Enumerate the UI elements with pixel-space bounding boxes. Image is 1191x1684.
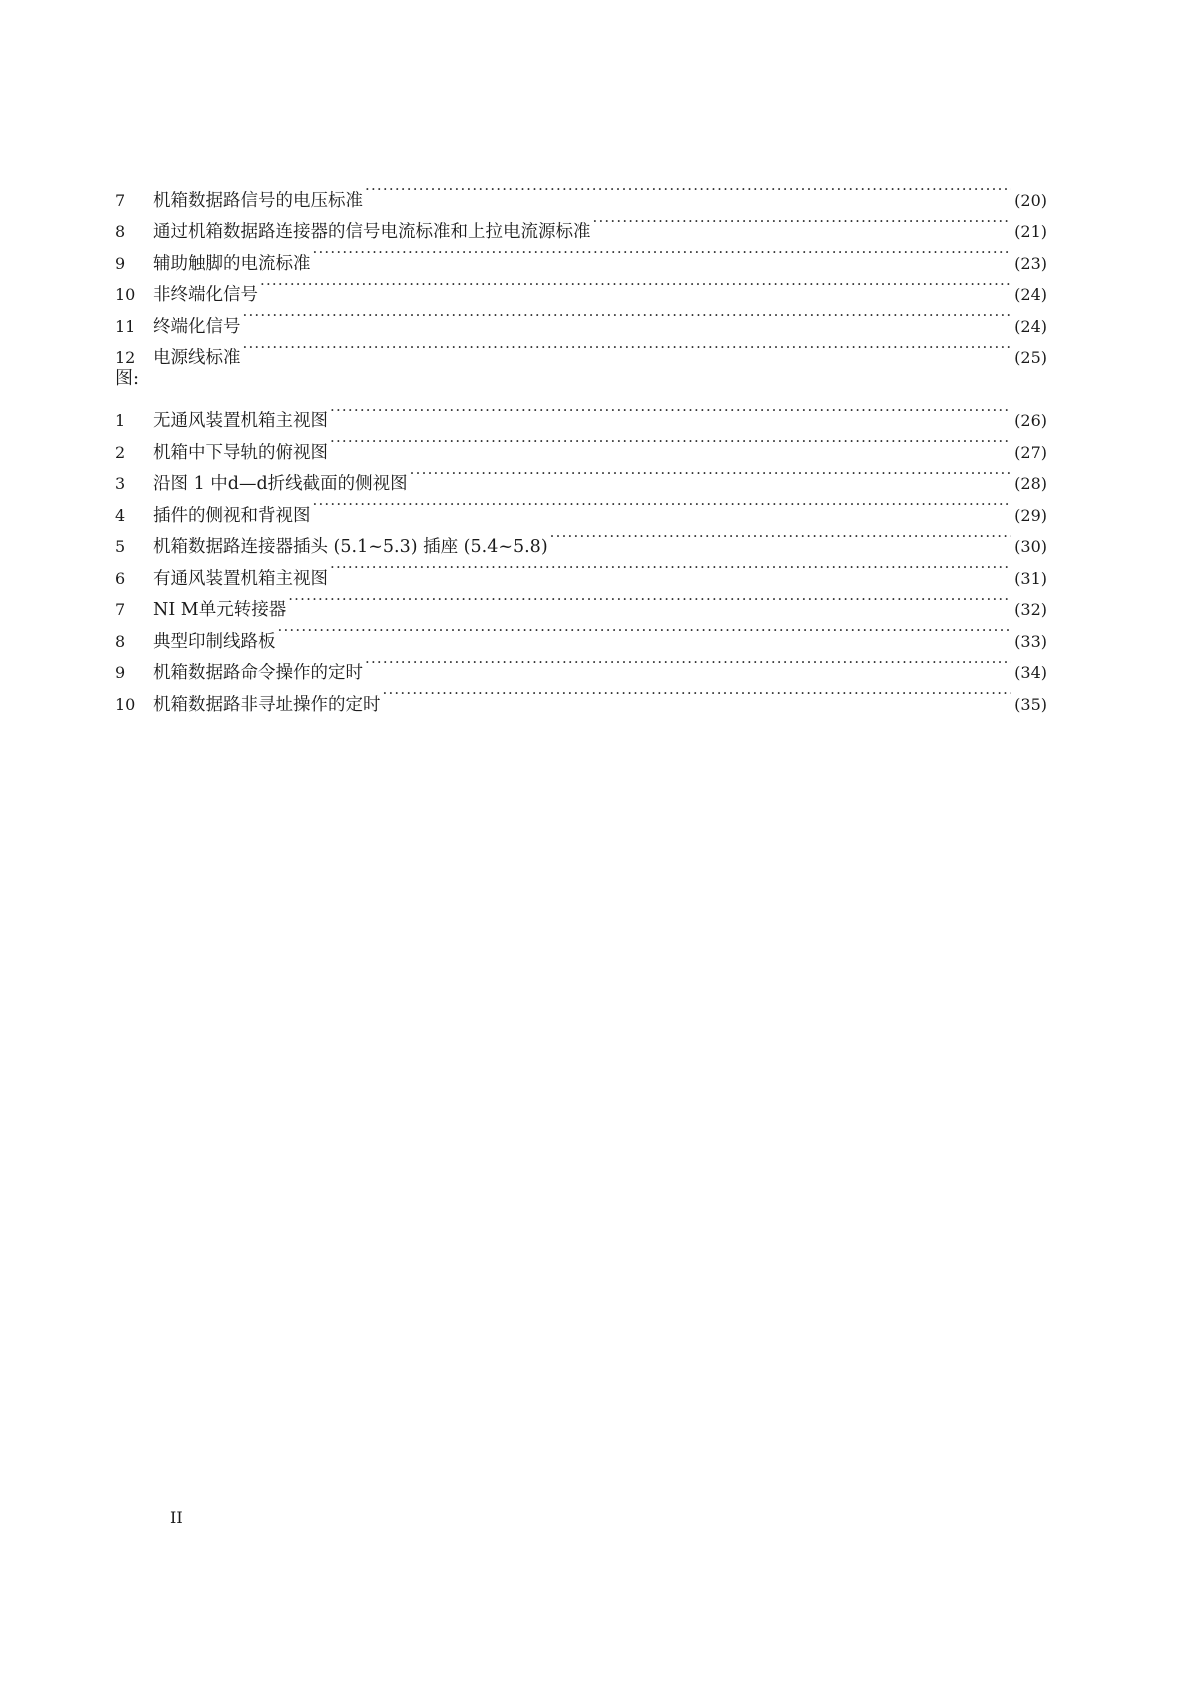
dot-leader — [383, 678, 1012, 710]
toc-entry-table-11[interactable] — [115, 300, 1047, 337]
toc-entry-page: (24) — [1014, 285, 1047, 304]
toc-entry-title: 沿图 1 中d—d折线截面的侧视图 — [153, 474, 408, 494]
toc-entry-title: 非终端化信号 — [153, 285, 258, 305]
toc-entry-page: (31) — [1014, 568, 1047, 588]
toc-entry-title: 辅助触脚的电流标准 — [153, 253, 311, 274]
toc-entry-number: 2 — [115, 442, 126, 462]
toc-entry-page: (25) — [1014, 348, 1047, 367]
toc-entry-table-12[interactable] — [115, 332, 1047, 368]
dot-leader — [593, 206, 1012, 238]
toc-entry-number: 10 — [115, 285, 136, 304]
toc-entry-title: 无通风装置机箱主视图 — [153, 411, 328, 431]
toc-entry-title: 机箱中下导轨的俯视图 — [153, 442, 328, 463]
page-number: II — [170, 1508, 183, 1527]
table-of-contents — [115, 174, 1047, 715]
toc-entry-page: (28) — [1014, 474, 1047, 493]
toc-entry-number: 3 — [115, 474, 126, 493]
toc-entry-number: 8 — [115, 631, 126, 651]
toc-entry-title: 典型印制线路板 — [153, 631, 276, 652]
dot-leader — [330, 426, 1011, 458]
toc-entry-title: 有通风装置机箱主视图 — [153, 568, 328, 589]
figures-section-label: 图: — [115, 368, 140, 389]
toc-entry-number: 12 — [115, 348, 136, 367]
toc-entry-number: 11 — [115, 316, 136, 336]
toc-entry-page: (33) — [1014, 631, 1047, 651]
toc-entry-number: 9 — [115, 253, 126, 273]
dot-leader — [313, 237, 1012, 269]
toc-entry-title: 机箱数据路非寻址操作的定时 — [153, 694, 381, 715]
toc-entry-title: 机箱数据路连接器插头 (5.1~5.3) 插座 (5.4~5.8) — [153, 537, 548, 557]
toc-entry-number: 8 — [115, 222, 126, 241]
dot-leader — [313, 489, 1012, 521]
toc-entry-page: (24) — [1014, 316, 1047, 336]
dot-leader — [330, 395, 1011, 427]
toc-entry-page: (20) — [1014, 190, 1047, 210]
toc-entry-number: 7 — [115, 600, 126, 619]
toc-entry-page: (35) — [1014, 694, 1047, 714]
toc-entry-page: (34) — [1014, 663, 1047, 682]
dot-leader — [365, 174, 1011, 206]
toc-entry-number: 6 — [115, 568, 126, 588]
dot-leader — [365, 647, 1011, 679]
toc-entry-number: 1 — [115, 411, 126, 430]
toc-entry-table-7[interactable] — [115, 174, 1047, 211]
toc-entry-title: 终端化信号 — [153, 316, 241, 337]
toc-entry-page: (29) — [1014, 505, 1047, 525]
toc-entry-title: 机箱数据路命令操作的定时 — [153, 663, 363, 683]
dot-leader — [330, 552, 1011, 584]
toc-entry-title: 插件的侧视和背视图 — [153, 505, 311, 526]
toc-entry-figure-1[interactable] — [115, 395, 1047, 431]
dot-leader — [278, 615, 1012, 647]
toc-entry-title: 电源线标准 — [153, 348, 241, 368]
toc-entry-title: NI M单元转接器 — [153, 600, 287, 620]
toc-entry-title: 机箱数据路信号的电压标准 — [153, 190, 363, 211]
toc-entry-number: 4 — [115, 505, 126, 525]
dot-leader — [288, 584, 1011, 616]
toc-entry-page: (30) — [1014, 537, 1047, 556]
toc-entry-title: 通过机箱数据路连接器的信号电流标准和上拉电流源标准 — [153, 222, 591, 242]
toc-entry-page: (26) — [1014, 411, 1047, 430]
toc-entry-page: (23) — [1014, 253, 1047, 273]
toc-entry-page: (27) — [1014, 442, 1047, 462]
toc-entry-page: (32) — [1014, 600, 1047, 619]
toc-entry-number: 10 — [115, 694, 136, 714]
dot-leader — [243, 300, 1012, 332]
toc-entry-number: 7 — [115, 190, 126, 210]
toc-entry-number: 5 — [115, 537, 126, 556]
dot-leader — [550, 521, 1012, 553]
dot-leader — [260, 269, 1011, 301]
dot-leader — [243, 332, 1012, 364]
toc-entry-page: (21) — [1014, 222, 1047, 241]
dot-leader — [410, 458, 1011, 490]
toc-entry-number: 9 — [115, 663, 126, 682]
